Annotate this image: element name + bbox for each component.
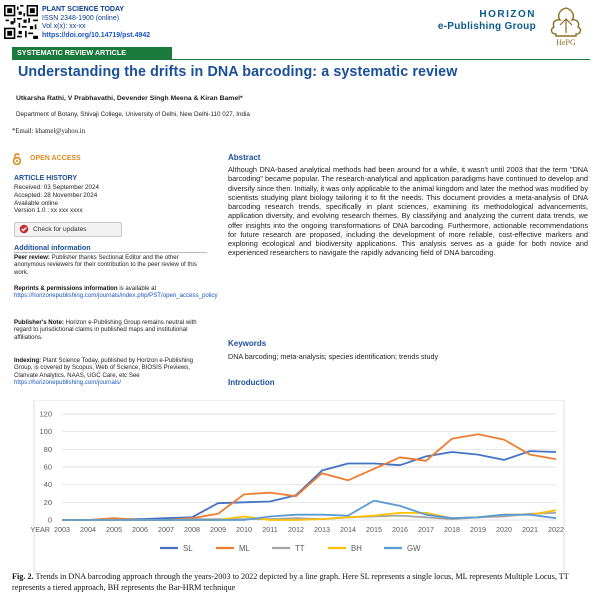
x-tick-label: 2005	[106, 525, 122, 534]
legend-label-gw: GW	[407, 544, 421, 553]
x-axis-title: YEAR	[30, 525, 50, 534]
y-tick-label: 0	[47, 515, 52, 525]
y-tick-label: 120	[39, 409, 52, 419]
affiliation: Department of Botany, Shivaji College, University of Delhi, New Delhi-110 027, India	[16, 111, 250, 118]
x-tick-label: 2014	[340, 525, 356, 534]
article-history-heading: ARTICLE HISTORY	[14, 175, 78, 182]
article-type-banner: SYSTEMATIC REVIEW ARTICLE	[12, 47, 172, 59]
journal-name: PLANT SCIENCE TODAY	[42, 6, 125, 13]
publisher-note	[14, 319, 210, 341]
peer-review-note	[14, 254, 210, 276]
trend-line-chart	[0, 400, 600, 572]
indexing-text: Plant Science Today, published by Horizon e-Publishing Group, is covered by Scopus, Web of Science, BIOSIS Previews, Clarivate Analytics, NAAS, UGC Care, etc	[14, 357, 193, 379]
qr-code	[4, 5, 38, 39]
y-tick-label: 100	[39, 427, 52, 437]
header-divider	[12, 59, 590, 60]
indexing-see: See	[128, 371, 140, 379]
legend-label-tt: TT	[295, 544, 305, 553]
y-tick-label: 40	[43, 480, 52, 490]
reprints-note	[14, 285, 218, 300]
figure-caption	[12, 572, 594, 593]
abstract-heading: Abstract	[228, 153, 261, 162]
update-check-icon	[19, 224, 29, 234]
figure-caption-text: Trends in DNA barcoding approach through the years-2003 to 2022 depicted by a line graph. Here SL represents a single locus, ML represents Multiple Locus, TT represents a tiered approach, BH represents the Bar-HRM technique	[12, 572, 569, 592]
legend-label-ml: ML	[239, 544, 250, 553]
legend-label-bh: BH	[351, 544, 362, 553]
y-tick-label: 60	[43, 462, 52, 472]
y-tick-label: 80	[43, 444, 52, 454]
publisher-brand	[438, 9, 536, 33]
x-tick-label: 2020	[496, 525, 512, 534]
svg-text:HePG: HePG	[556, 38, 576, 47]
x-tick-label: 2011	[262, 525, 278, 534]
check-for-updates-button[interactable]	[14, 222, 122, 237]
open-access-icon	[12, 152, 22, 165]
x-tick-label: 2019	[470, 525, 486, 534]
x-tick-label: 2013	[314, 525, 330, 534]
accepted-date: Accepted: 28 November 2024	[14, 191, 98, 199]
introduction-heading: Introduction	[228, 378, 275, 387]
indexing-link[interactable]: https://horizonepublishing.com/journals/	[14, 379, 122, 387]
additional-info-heading: Additional information	[14, 243, 91, 252]
publisher-note-label: Publisher's Note:	[14, 319, 64, 326]
journal-volume: Vol x(x): xx-xx	[42, 23, 86, 31]
version-info: Version 1.0 : xx xxx xxxx	[14, 207, 83, 215]
x-tick-label: 2006	[132, 525, 148, 534]
reprints-label: Reprints & permissions information	[14, 285, 118, 292]
x-tick-label: 2018	[444, 525, 460, 534]
check-for-updates-label: Check for updates	[33, 226, 87, 233]
indexing-note	[14, 357, 210, 387]
peer-review-text: Publisher thanks Sectional Editor and the other anonymous reviewers for their contribution to the peer review of this work.	[14, 254, 197, 276]
journal-issn: ISSN 2348-1900 (online)	[42, 14, 120, 22]
x-tick-label: 2017	[418, 525, 434, 534]
x-tick-label: 2021	[522, 525, 538, 534]
additional-info-divider	[14, 252, 207, 253]
keywords-heading: Keywords	[228, 339, 267, 348]
x-tick-label: 2010	[236, 525, 252, 534]
legend-label-sl: SL	[183, 544, 193, 553]
received-date: Received: 03 September 2024	[14, 184, 100, 191]
brand-line-2: e-Publishing Group	[437, 21, 536, 32]
peer-review-label: Peer review:	[14, 254, 50, 261]
article-history	[14, 184, 99, 215]
x-tick-label: 2008	[184, 525, 200, 534]
journal-header	[42, 6, 150, 40]
x-tick-label: 2022	[548, 525, 564, 534]
y-tick-label: 20	[43, 497, 52, 507]
indexing-label: Indexing:	[14, 357, 42, 364]
x-tick-label: 2016	[392, 525, 408, 534]
open-access-label: OPEN ACCESS	[30, 155, 81, 162]
corresponding-email[interactable]: *Email: kbamel@yahoo.in	[12, 128, 86, 135]
keywords-text: DNA barcoding; meta-analysis; species identification; trends study	[228, 352, 439, 361]
publisher-note-text: Horizon e-Publishing Group remains neutral with regard to jurisdictional claims in published maps and institutional affiliations.	[14, 319, 197, 341]
article-title: Understanding the drifts in DNA barcoding: a systematic review	[18, 64, 458, 80]
available-online: Available online	[14, 199, 58, 207]
x-tick-label: 2003	[54, 525, 70, 534]
reprints-link[interactable]: https://horizonepublishing.com/journals/index.php/PST/open_access_policy	[14, 292, 218, 300]
x-tick-label: 2015	[366, 525, 382, 534]
brand-line-1: HORIZON	[479, 9, 536, 20]
publisher-logo-icon	[544, 5, 588, 47]
figure-label: Fig. 2.	[12, 572, 34, 581]
abstract-text: Although DNA-based analytical methods had been around for a while, it wasn't until 2003 that the term "DNA barcoding" became popular. The research-analytical and application paradigms have continued to develop and diversify since then. Initially, it was only applicable to the animal kingdom and later the method was modified by scientists studying plant biology tailoring it to fit the needs. This document provides a meta-analysis of DNA barcoding research trends, specifically in plant sciences, examining its methodological advancements, application diversity, and evolving research themes. By classifying and analyzing the current data trends, we offer insights into the ongoing transformations of DNA barcoding. Furthermore, actionable recommendations for future research are proposed, including the development of more reliable, cost-effective markers and exploring ecological and biodiversity applications. This analysis serves as a guide for both novice and experienced researchers to navigate the rapidly advancing field of DNA barcoding.	[228, 165, 588, 258]
x-tick-label: 2007	[158, 525, 174, 534]
doi-link[interactable]: https://doi.org/10.14719/pst.4942	[42, 31, 151, 39]
x-tick-label: 2004	[80, 525, 96, 534]
x-tick-label: 2009	[210, 525, 226, 534]
reprints-text: is available at	[119, 285, 157, 292]
author-list: Utkarsha Rathi, V Prabhavathi, Devender Singh Meena & Kiran Bamel*	[16, 95, 243, 102]
x-tick-label: 2012	[288, 525, 304, 534]
